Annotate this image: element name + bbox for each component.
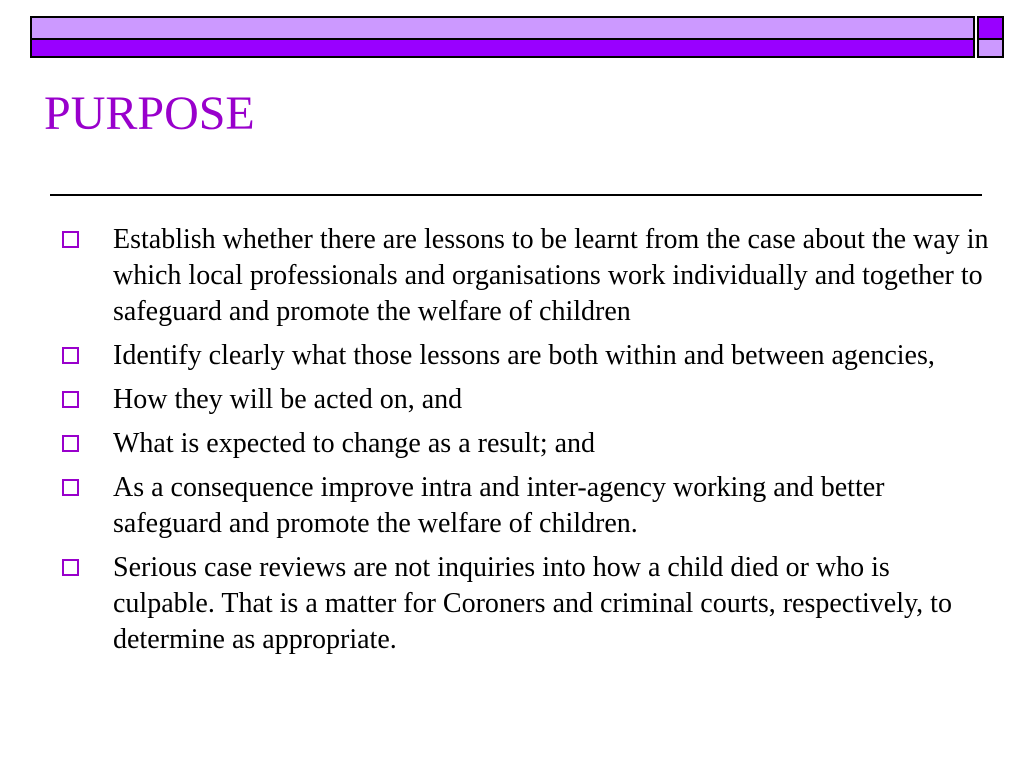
hollow-square-bullet-icon <box>62 479 79 496</box>
header-corner-square-top <box>977 16 1004 40</box>
header-corner-square-bottom <box>977 40 1004 58</box>
hollow-square-bullet-icon <box>62 231 79 248</box>
bullet-item <box>62 426 992 462</box>
bullet-list <box>62 222 992 666</box>
bullet-text: Identify clearly what those lessons are both within and between agencies, <box>113 340 935 371</box>
hollow-square-bullet-icon <box>62 347 79 364</box>
bullet-text: How they will be acted on, and <box>113 384 463 415</box>
bullet-item <box>62 382 992 418</box>
bullet-text: Serious case reviews are not inquiries into how a child died or who is culpable. That is a matter for Coroners and criminal courts, respectively, to determine as appropriate. <box>113 552 952 655</box>
bullet-item <box>62 550 992 658</box>
bullet-text: As a consequence improve intra and inter-agency working and better safeguard and promote the welfare of children. <box>113 472 885 539</box>
title-divider <box>50 194 982 196</box>
slide-title: PURPOSE <box>44 87 255 140</box>
bullet-item <box>62 470 992 542</box>
header-bar-stripe <box>30 38 975 58</box>
bullet-text: Establish whether there are lessons to be learnt from the case about the way in which local professionals and organisations work individually and together to safeguard and promote the welfare of children <box>113 224 989 327</box>
header-bar-top <box>30 16 975 38</box>
bullet-item <box>62 222 992 330</box>
bullet-item <box>62 338 992 374</box>
hollow-square-bullet-icon <box>62 391 79 408</box>
hollow-square-bullet-icon <box>62 435 79 452</box>
hollow-square-bullet-icon <box>62 559 79 576</box>
bullet-text: What is expected to change as a result; and <box>113 428 596 459</box>
